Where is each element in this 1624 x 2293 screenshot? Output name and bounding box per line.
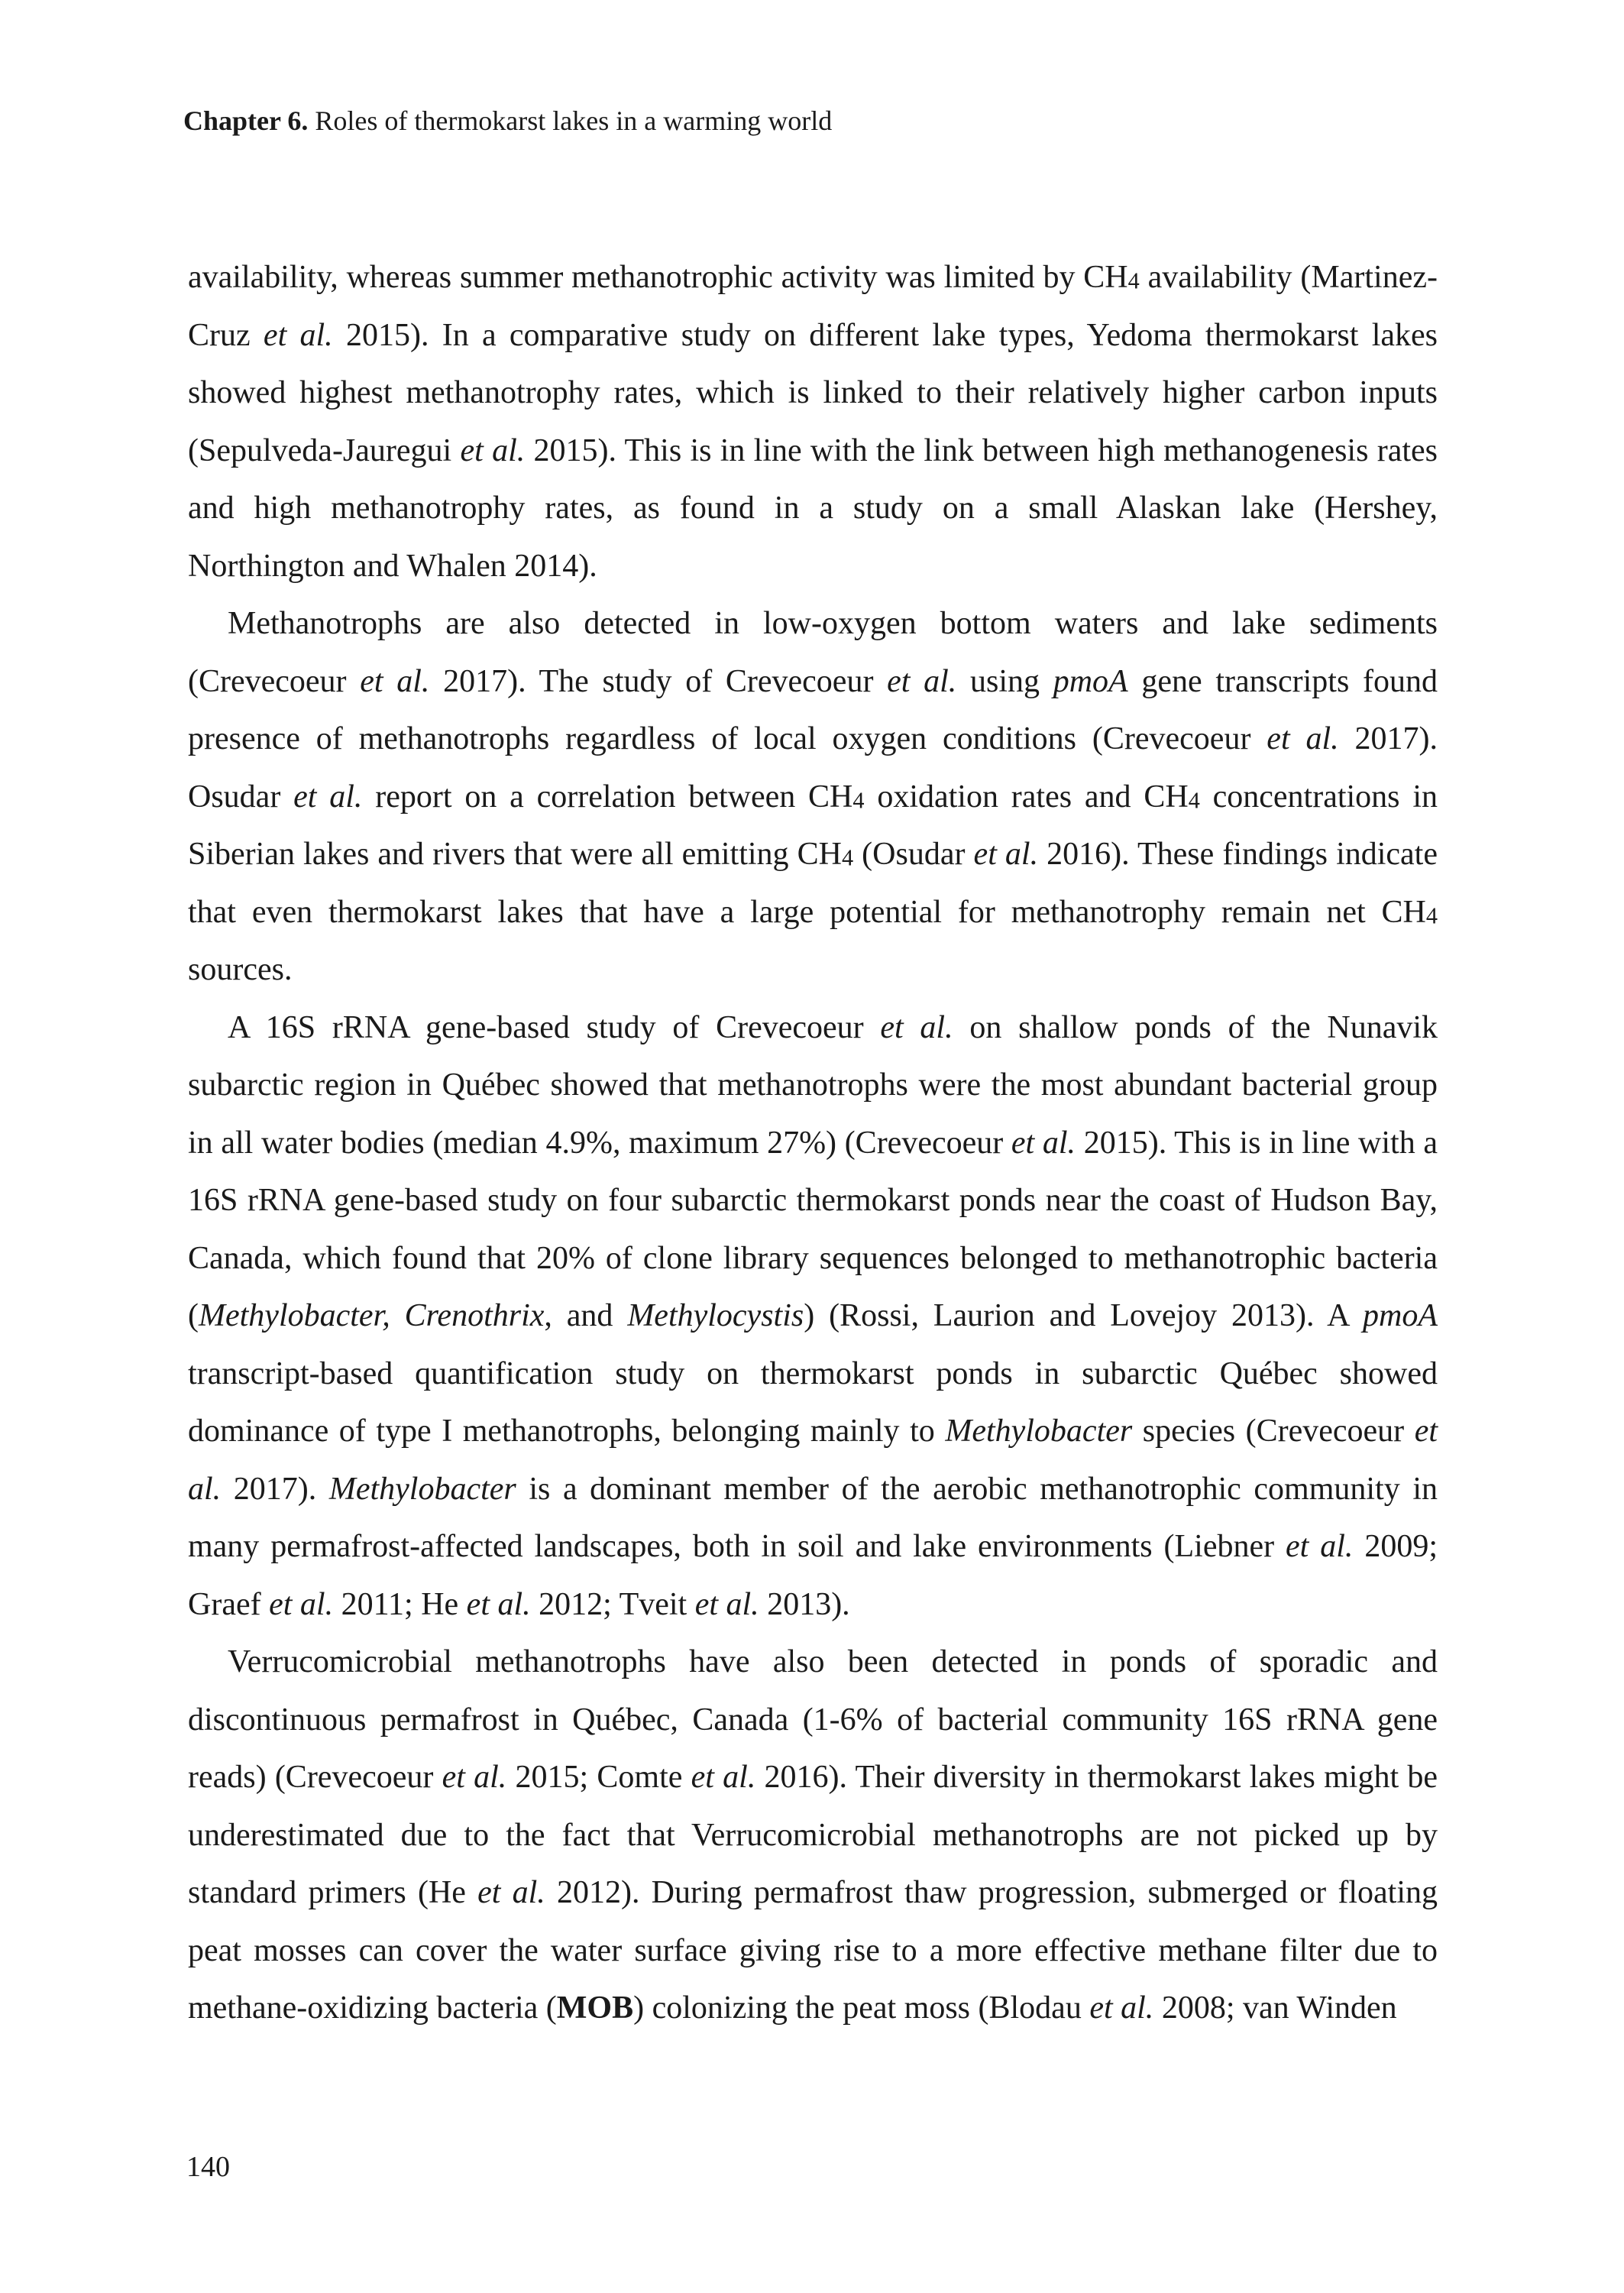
italic-text: Methylobacter [328, 1471, 516, 1507]
italic-text: Methylobacter, Crenothrix [199, 1298, 545, 1333]
italic-text: et al. [694, 1586, 759, 1622]
italic-text: Methylocystis [627, 1298, 804, 1333]
italic-text: pmoA [1053, 663, 1128, 699]
subscript: 4 [1188, 787, 1200, 813]
page-number: 140 [186, 2151, 230, 2183]
italic-text: et al. [466, 1586, 531, 1622]
paragraph-1: availability, whereas summer methanotrophic activity was limited by $CH_4$ availability (Martinez-Cruz et al. 2015). In a comparative study on different lake types, Yedoma thermokarst lakes showed highest methanotrophy rates, which is linked to their relatively higher carbon inputs (Sepulveda-Jauregui et al. 2015). This is in line with the link between high methanogenesis rates and high methanotrophy rates, as found in a study on a small Alaskan lake (Hershey, Northington and Whalen 2014). [188, 260, 1438, 584]
italic-text: et al. [691, 1760, 756, 1795]
paragraph-4: Verrucomicrobial methanotrophs have also been detected in ponds of sporadic and discontinuous permafrost in Québec, Canada (1-6% of bacterial community 16S rRNA gene reads) (Crevecoeur et al. 2015; Comte et al. 2016). Their diversity in thermokarst lakes might be underestimated due to the fact that Verrucomicrobial methanotrophs are not picked up by standard primers (He et al. 2012). During permafrost thaw progression, submerged or floating peat mosses can cover the water surface giving rise to a more effective methane filter due to methane-oxidizing bacteria (MOB) colonizing the peat moss (Blodau et al. 2008; van Winden [188, 1644, 1438, 2026]
chapter-number: Chapter 6. [183, 105, 309, 136]
italic-text: et al. [442, 1760, 507, 1795]
italic-text: et al. [360, 663, 430, 699]
body-text [188, 249, 1438, 2038]
subscript: 4 [1425, 902, 1438, 928]
italic-text: et al. [887, 663, 957, 699]
italic-text: et al. [188, 1414, 1438, 1507]
italic-text: et al. [269, 1586, 334, 1622]
bold-text: MOB [556, 1990, 634, 2026]
italic-text: et al. [263, 317, 333, 353]
italic-text: Methylobacter [945, 1414, 1133, 1449]
italic-text: et al. [880, 1009, 953, 1045]
italic-text: et al. [1089, 1990, 1154, 2026]
subscript: 4 [841, 844, 854, 871]
italic-text: pmoA [1363, 1298, 1438, 1333]
paragraph-2: Methanotrophs are also detected in low-oxygen bottom waters and lake sediments (Crevecoeur et al. 2017). The study of Crevecoeur et al. using pmoA gene transcripts found presence of methanotrophs regardless of local oxygen conditions (Crevecoeur et al. 2017). Osudar et al. report on a correlation between $CH_4$ oxidation rates and $CH_4$ concentrations in Siberian lakes and rivers that were all emitting $CH_4$ (Osudar et al. 2016). These findings indicate that even thermokarst lakes that have a large potential for methanotrophy remain net $CH_4$ sources. [188, 606, 1438, 987]
italic-text: et al. [1011, 1125, 1076, 1161]
chapter-title: Roles of thermokarst lakes in a warming world [315, 105, 833, 136]
italic-text: et al. [477, 1875, 545, 1910]
italic-text: et al. [460, 432, 526, 468]
running-header [183, 102, 832, 139]
paragraph-3: A 16S rRNA gene-based study of Crevecoeur et al. on shallow ponds of the Nunavik subarctic region in Québec showed that methanotrophs were the most abundant bacterial group in all water bodies (median 4.9%, maximum 27%) (Crevecoeur et al. 2015). This is in line with a 16S rRNA gene-based study on four subarctic thermokarst ponds near the coast of Hudson Bay, Canada, which found that 20% of clone library sequences belonged to methanotrophic bacteria (Methylobacter, Crenothrix, and Methylocystis) (Rossi, Laurion and Lovejoy 2013). A pmoA transcript-based quantification study on thermokarst ponds in subarctic Québec showed dominance of type I methanotrophs, belonging mainly to Methylobacter species (Crevecoeur et al. 2017). Methylobacter is a dominant member of the aerobic methanotrophic community in many permafrost-affected landscapes, both in soil and lake environments (Liebner et al. 2009; Graef et al. 2011; He et al. 2012; Tveit et al. 2013). [188, 1009, 1438, 1622]
subscript: 4 [852, 787, 865, 813]
italic-text: et al. [973, 837, 1039, 872]
subscript: 4 [1127, 267, 1140, 294]
italic-text: et al. [293, 779, 363, 815]
italic-text: et al. [1267, 721, 1339, 756]
italic-text: et al. [1286, 1529, 1354, 1564]
